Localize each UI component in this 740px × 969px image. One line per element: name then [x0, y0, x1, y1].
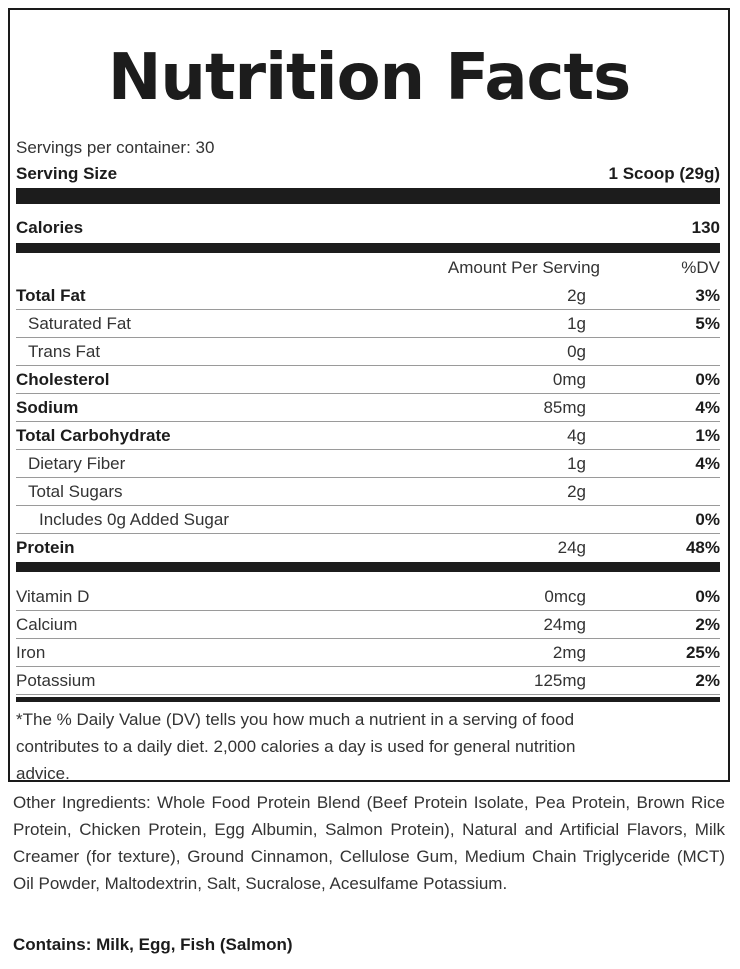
- vitamin-row-potassium: [16, 667, 720, 695]
- nutrient-name: Protein: [16, 538, 75, 557]
- nutrient-name: Sodium: [16, 398, 79, 417]
- nutrient-dv: 3%: [695, 286, 720, 305]
- calories-label: Calories: [16, 218, 84, 237]
- nutrient-row-total-sugars: [16, 478, 720, 506]
- nutrient-amount: 1g: [567, 314, 586, 333]
- medium-divider: [16, 562, 720, 572]
- nutrient-row-saturated-fat: [16, 310, 720, 338]
- allergen-statement: Contains: Milk, Egg, Fish (Salmon): [13, 935, 293, 954]
- nutrient-dv: 5%: [695, 314, 720, 333]
- nutrient-dv: 4%: [695, 454, 720, 473]
- nutrient-dv: 48%: [685, 538, 720, 557]
- vitamin-amount: 24mg: [543, 615, 586, 634]
- nutrient-amount: 2g: [567, 482, 586, 501]
- nutrient-name: Cholesterol: [16, 370, 110, 389]
- nutrient-amount: 0mg: [552, 370, 586, 389]
- dv-header: %DV: [681, 258, 720, 277]
- nutrient-row-added-sugar: [16, 506, 720, 534]
- vitamin-row-iron: [16, 639, 720, 667]
- nutrient-amount: 24g: [557, 538, 586, 557]
- thin-divider: [16, 697, 720, 702]
- vitamin-row-vitamin-d: [16, 583, 720, 611]
- nutrition-facts-title: Nutrition Facts: [107, 41, 631, 115]
- nutrient-row-cholesterol: [16, 366, 720, 394]
- nutrient-row-trans-fat: [16, 338, 720, 366]
- amount-per-serving-header: Amount Per Serving: [447, 258, 600, 277]
- nutrient-name: Dietary Fiber: [28, 454, 126, 473]
- calories-row: [16, 218, 720, 242]
- nutrient-dv: 0%: [695, 370, 720, 389]
- vitamin-amount: 125mg: [534, 671, 586, 690]
- serving-size-value: 1 Scoop (29g): [608, 164, 720, 183]
- nutrient-name: Trans Fat: [28, 342, 101, 361]
- nutrient-row-dietary-fiber: [16, 450, 720, 478]
- vitamin-row-calcium: [16, 611, 720, 639]
- other-ingredients: Other Ingredients: Whole Food Protein Blend (Beef Protein Isolate, Pea Protein, Brown Rice Protein, Chicken Protein, Egg Albumin, Salmon Protein), Natural and Artificial Flavors, Milk Creamer (for texture), Ground Cinnamon, Cellulose Gum, Medium Chain Triglyceride (MCT) Oil Powder, Maltodextrin, Salt, Sucralose, Acesulfame Potassium.: [13, 793, 725, 893]
- vitamin-amount: 0mcg: [544, 587, 586, 606]
- nutrient-row-sodium: [16, 394, 720, 422]
- vitamin-name: Iron: [16, 643, 46, 662]
- nutrient-row-total-carbohydrate: [16, 422, 720, 450]
- thick-divider: [16, 188, 720, 204]
- nutrient-dv: 4%: [695, 398, 720, 417]
- nutrient-row-total-fat: [16, 282, 720, 310]
- vitamin-name: Vitamin D: [16, 587, 90, 606]
- column-header: [16, 258, 720, 280]
- servings-per-container: Servings per container: 30: [16, 138, 215, 157]
- nutrient-amount: 85mg: [543, 398, 586, 417]
- nutrient-dv: 0%: [695, 510, 720, 529]
- nutrition-facts-panel: [8, 8, 730, 782]
- daily-value-footnote: *The % Daily Value (DV) tells you how much a nutrient in a serving of food contributes to a daily diet. 2,000 calories a day is used for general nutrition advice.: [16, 710, 576, 783]
- vitamin-dv: 2%: [695, 671, 720, 690]
- serving-size-row: [16, 164, 720, 186]
- serving-size-label: Serving Size: [16, 164, 118, 183]
- nutrient-amount: 0g: [567, 342, 586, 361]
- vitamin-dv: 25%: [685, 643, 720, 662]
- vitamin-dv: 2%: [695, 615, 720, 634]
- vitamin-dv: 0%: [695, 587, 720, 606]
- nutrient-name: Saturated Fat: [28, 314, 132, 333]
- vitamin-mineral-table: [16, 583, 720, 695]
- nutrient-row-protein: [16, 534, 720, 561]
- vitamin-name: Potassium: [16, 671, 96, 690]
- nutrient-name: Total Carbohydrate: [16, 426, 171, 445]
- nutrient-amount: 4g: [567, 426, 586, 445]
- nutrient-amount: 2g: [567, 286, 586, 305]
- vitamin-amount: 2mg: [552, 643, 586, 662]
- nutrient-name: Total Fat: [16, 286, 86, 305]
- vitamin-name: Calcium: [16, 615, 78, 634]
- nutrient-table: [16, 282, 720, 561]
- medium-divider: [16, 243, 720, 253]
- nutrient-name: Total Sugars: [28, 482, 123, 501]
- calories-value: 130: [691, 218, 720, 237]
- nutrient-dv: 1%: [695, 426, 720, 445]
- nutrient-name: Includes 0g Added Sugar: [39, 510, 229, 529]
- nutrient-amount: 1g: [567, 454, 586, 473]
